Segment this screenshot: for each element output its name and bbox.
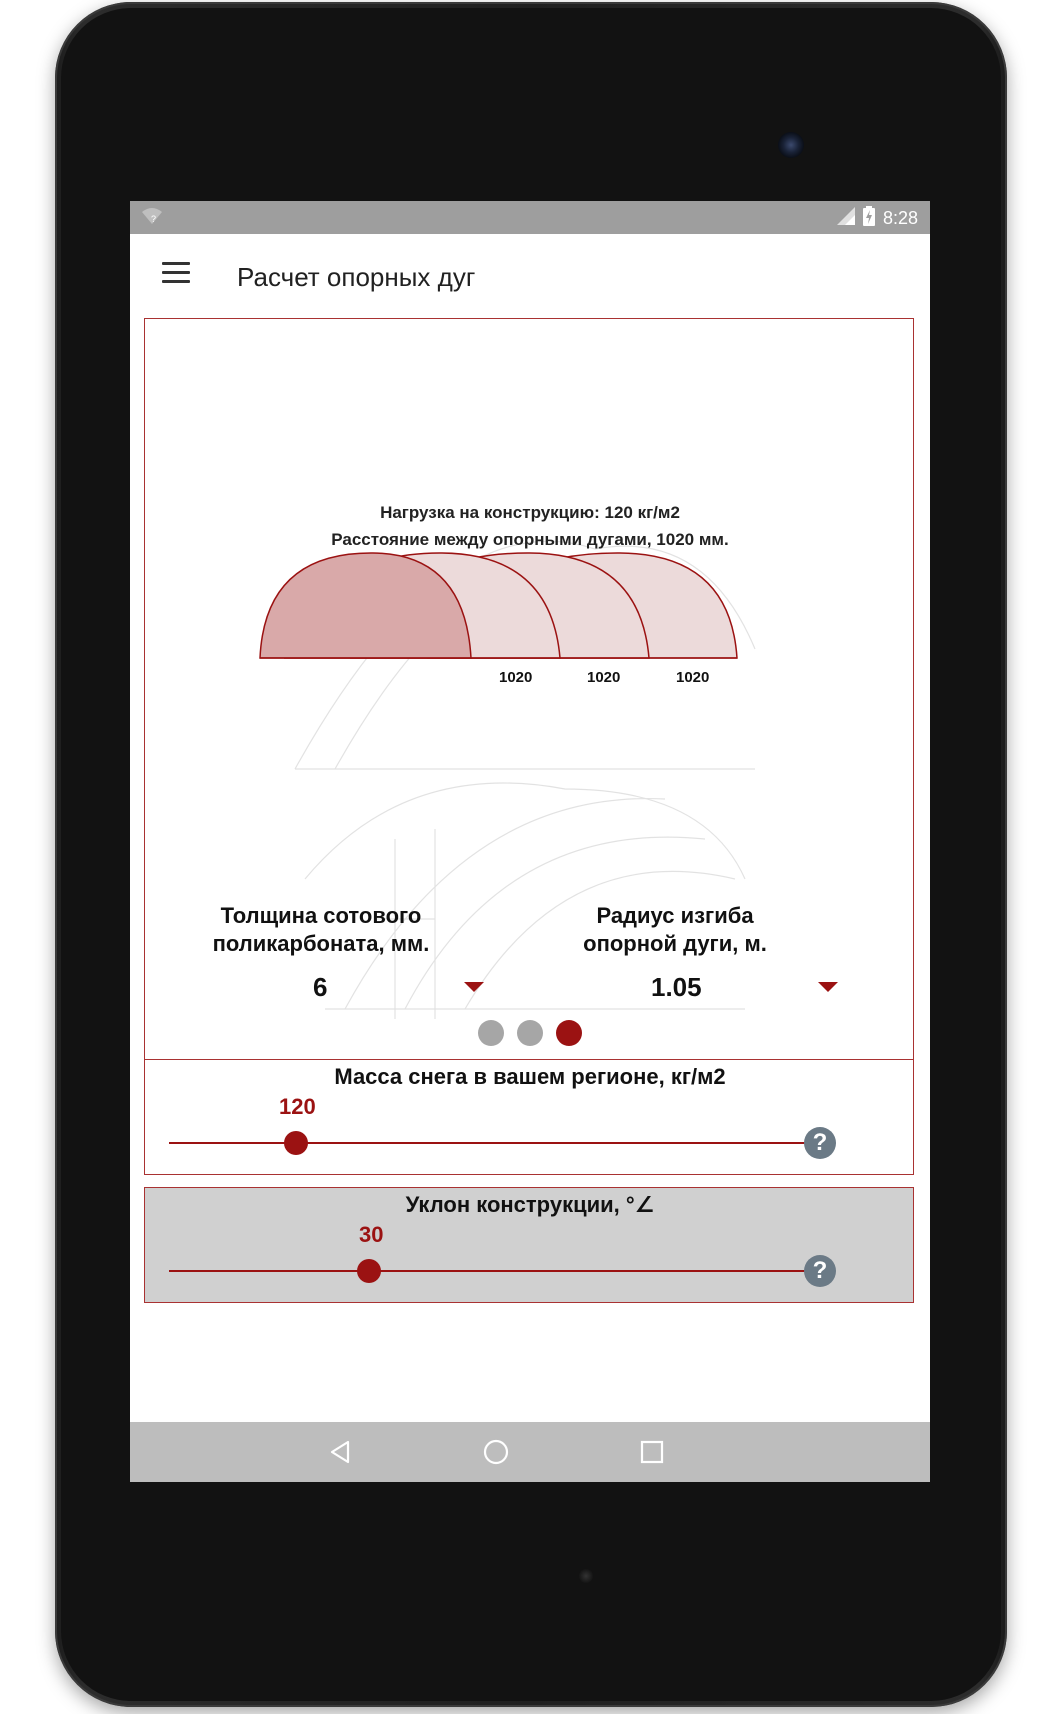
thickness-label: Толщина сотового поликарбоната, мм. <box>212 903 430 956</box>
status-bar <box>130 201 930 234</box>
app-bar <box>130 234 930 320</box>
snow-load-card <box>144 1059 914 1175</box>
pager-dot-1[interactable] <box>478 1020 504 1046</box>
snow-load-value: 120 <box>279 1094 316 1119</box>
snow-load-slider-thumb[interactable] <box>284 1131 308 1155</box>
dropdown-arrow-icon <box>818 982 838 992</box>
slope-title: Уклон конструкции, °∠ <box>405 1192 655 1217</box>
recents-square-icon[interactable] <box>632 1434 672 1470</box>
app-screen <box>130 201 930 1482</box>
spacing-label-3: 1020 <box>676 669 710 686</box>
slope-track[interactable] <box>169 1270 835 1272</box>
spacing-label-1: 1020 <box>499 669 533 686</box>
signal-icon <box>837 207 855 230</box>
wifi-icon <box>142 207 162 230</box>
system-nav-bar <box>130 1422 930 1482</box>
snow-load-track[interactable] <box>169 1142 835 1144</box>
slope-card <box>144 1187 914 1303</box>
thickness-value: 6 <box>313 972 328 1002</box>
slope-help-icon[interactable]: ? <box>804 1255 836 1287</box>
radius-value: 1.05 <box>651 972 702 1002</box>
page-title: Расчет опорных дуг <box>237 262 476 292</box>
load-caption: Нагрузка на конструкцию: 120 кг/м2 <box>380 503 680 522</box>
snow-load-title: Масса снега в вашем регионе, кг/м2 <box>334 1064 726 1089</box>
clock: 8:28 <box>882 208 918 228</box>
pager-dot-2[interactable] <box>517 1020 543 1046</box>
sensor-dot <box>579 1569 593 1583</box>
back-triangle-icon[interactable] <box>320 1434 360 1470</box>
dropdown-arrow-icon <box>464 982 484 992</box>
front-camera-icon <box>778 132 804 158</box>
radius-dropdown[interactable] <box>565 964 855 1004</box>
spacing-label-2: 1020 <box>587 669 621 686</box>
battery-charging-icon <box>863 206 875 231</box>
pager-dot-3-active[interactable] <box>556 1020 582 1046</box>
svg-text:?: ? <box>151 214 157 224</box>
slope-value: 30 <box>359 1222 384 1247</box>
snow-help-icon[interactable]: ? <box>804 1127 836 1159</box>
thickness-dropdown[interactable] <box>205 964 495 1004</box>
radius-label: Радиус изгиба опорной дуги, м. <box>583 903 767 956</box>
home-circle-icon[interactable] <box>476 1434 516 1470</box>
spacing-caption: Расстояние между опорными дугами, 1020 мм. <box>331 530 729 549</box>
slope-slider-thumb[interactable] <box>357 1259 381 1283</box>
hamburger-menu-icon[interactable] <box>162 262 190 284</box>
pager-indicator <box>130 1020 930 1048</box>
greenhouse-calc-card <box>144 318 914 1084</box>
